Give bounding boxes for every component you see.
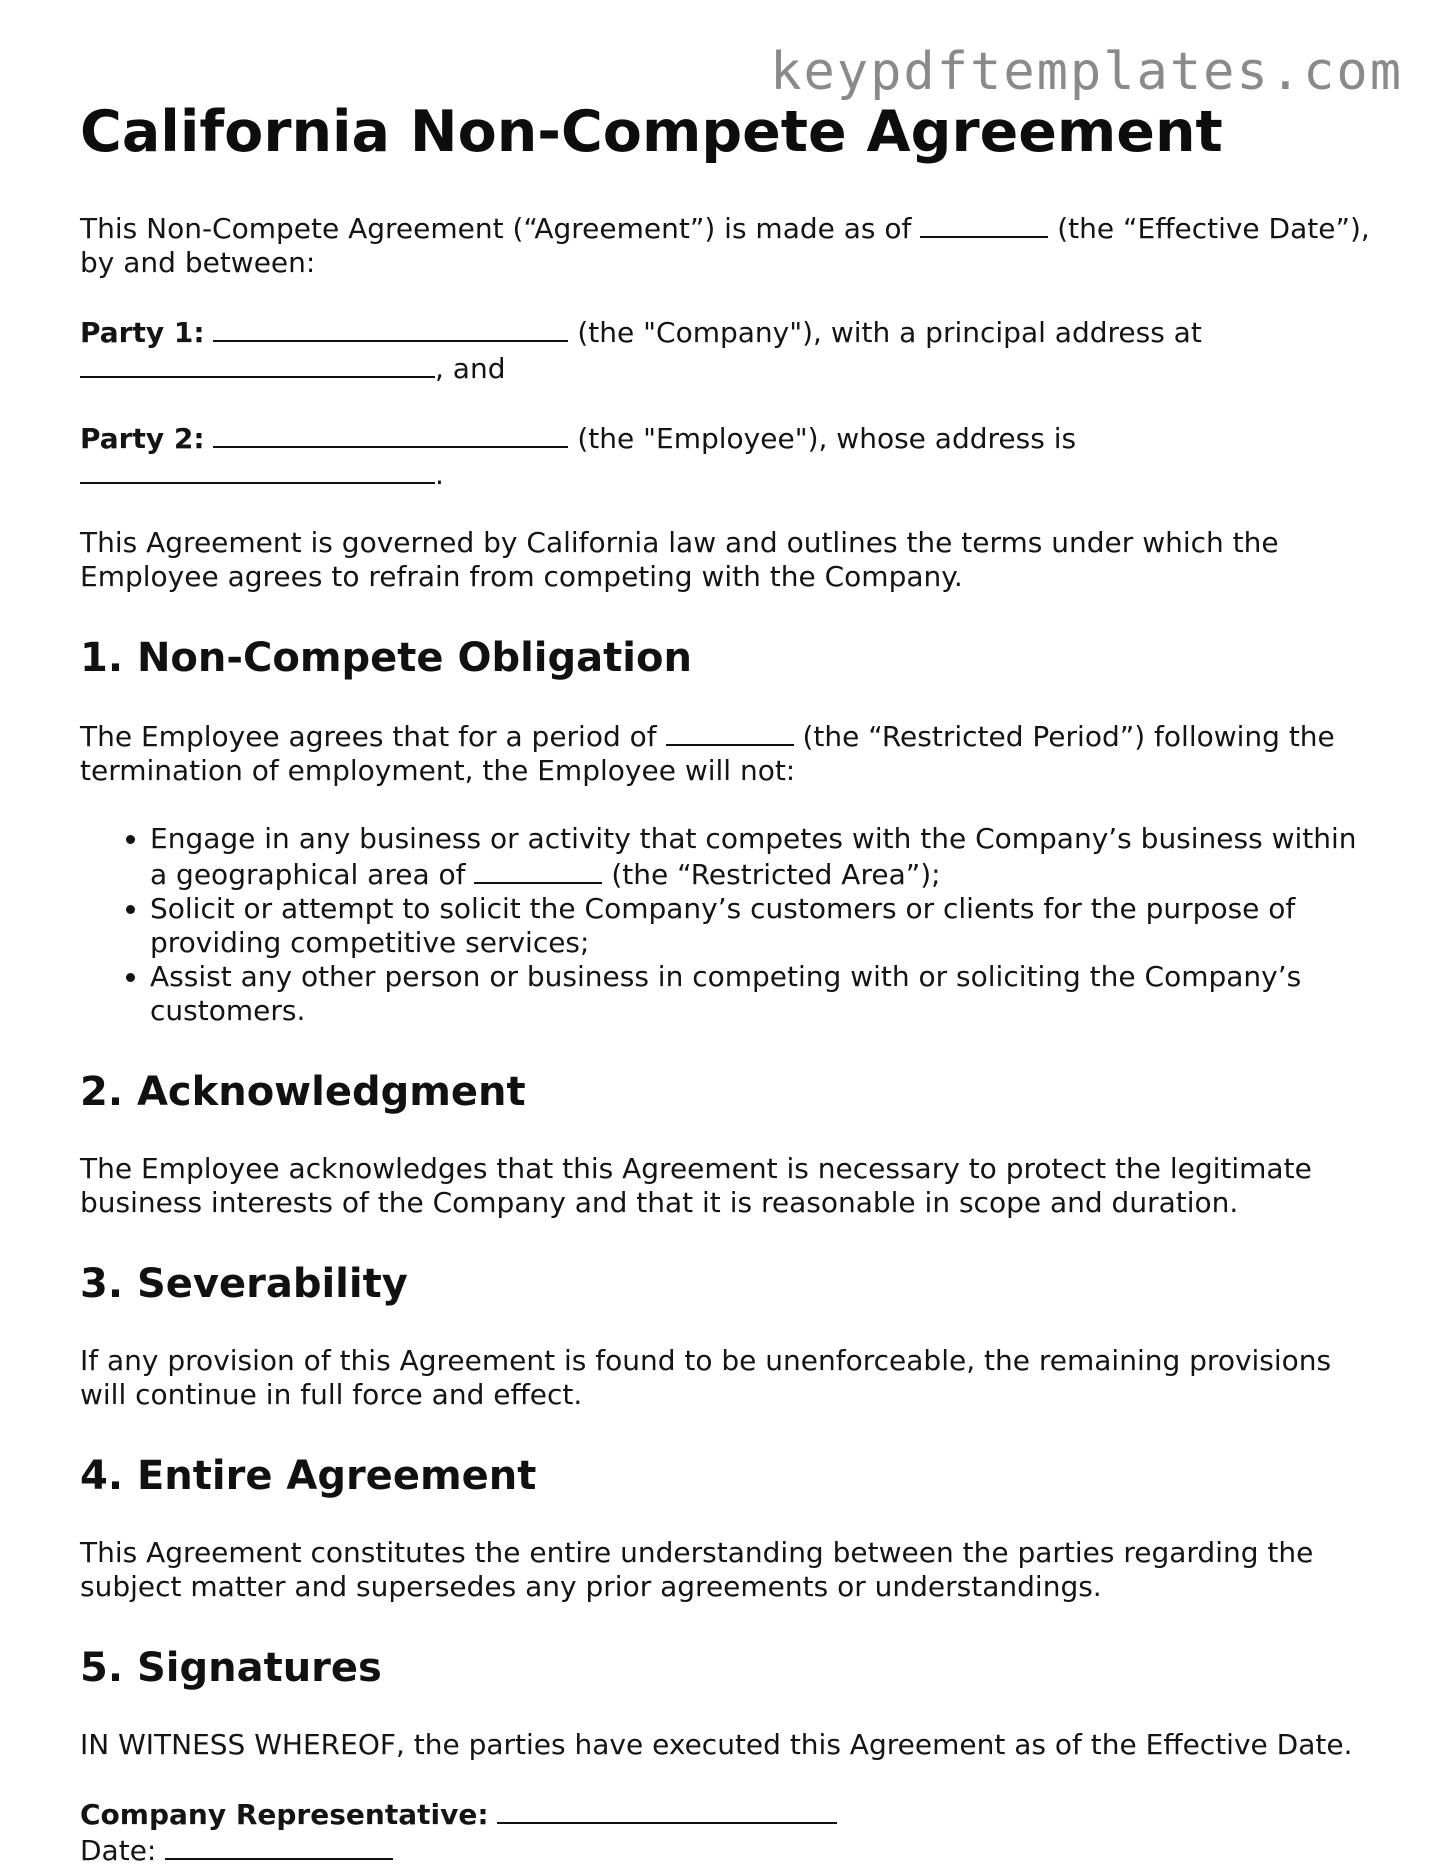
company-rep-signature-blank[interactable] [497, 1796, 837, 1824]
intro-prefix: This Non-Compete Agreement (“Agreement”) is made as of [80, 211, 912, 245]
party2-label: Party 2: [80, 421, 205, 455]
party2-paragraph [80, 420, 1380, 492]
employee-address-blank[interactable] [80, 456, 435, 484]
section1-intro-suffix: (the “Restricted Period”) following the termination of employment, the Employee will not: [80, 719, 1335, 787]
section2-body: The Employee acknowledges that this Agreement is necessary to protect the legitimate business interests of the Company and that it is reasonable in scope and duration. [80, 1151, 1312, 1219]
list-item [150, 822, 1380, 892]
effective-date-blank[interactable] [920, 210, 1048, 238]
governing-paragraph: This Agreement is governed by California law and outlines the terms under which the Employee agrees to refrain from competing with the Company. [80, 525, 1279, 593]
restrictions-list [80, 822, 1380, 1028]
document-page [80, 100, 1380, 1868]
date-blank[interactable] [165, 1832, 393, 1860]
date-label: Date: [80, 1833, 157, 1867]
employee-name-blank[interactable] [213, 420, 568, 448]
bullet1-suffix: (the “Restricted Area”); [611, 857, 941, 891]
company-name-blank[interactable] [213, 314, 568, 342]
section4-body: This Agreement constitutes the entire understanding between the parties regarding the subject matter and supersedes any prior agreements or understandings. [80, 1535, 1314, 1603]
date-line [80, 1832, 1380, 1868]
restricted-period-blank[interactable] [666, 718, 794, 746]
company-address-blank[interactable] [80, 350, 435, 378]
company-rep-label: Company Representative: [80, 1797, 489, 1831]
section2-heading: 2. Acknowledgment [80, 1068, 526, 1115]
document-title: California Non-Compete Agreement [80, 99, 1223, 165]
company-representative-line [80, 1796, 1380, 1832]
party1-paragraph [80, 314, 1380, 386]
section3-heading: 3. Severability [80, 1260, 408, 1307]
section3-body: If any provision of this Agreement is found to be unenforceable, the remaining provisions will continue in full force and effect. [80, 1343, 1332, 1411]
bullet1-prefix: Engage in any business or activity that competes with the Company’s business within a geographical area of [150, 821, 1357, 891]
party1-end: , and [435, 351, 506, 385]
section4-heading: 4. Entire Agreement [80, 1452, 537, 1499]
witness-statement: IN WITNESS WHEREOF, the parties have executed this Agreement as of the Effective Date. [80, 1727, 1353, 1761]
party2-middle: (the "Employee"), whose address is [577, 421, 1077, 455]
watermark: keypdftemplates.com [770, 42, 1403, 102]
intro-paragraph [80, 210, 1380, 280]
party1-middle: (the "Company"), with a principal address at [577, 315, 1202, 349]
list-item: • Assist any other person or business in competing with or soliciting the Company’s customers. [150, 960, 1380, 1028]
section5-heading: 5. Signatures [80, 1644, 382, 1691]
intro-suffix: (the “Effective Date”), by and between: [80, 211, 1370, 279]
section1-heading: 1. Non-Compete Obligation [80, 634, 692, 681]
restricted-area-blank[interactable] [474, 856, 602, 884]
section1-intro [80, 718, 1380, 788]
party1-label: Party 1: [80, 315, 205, 349]
party2-end: . [435, 457, 444, 491]
section1-intro-prefix: The Employee agrees that for a period of [80, 719, 657, 753]
list-item: • Solicit or attempt to solicit the Company’s customers or clients for the purpose of providing competitive services; [150, 892, 1380, 960]
